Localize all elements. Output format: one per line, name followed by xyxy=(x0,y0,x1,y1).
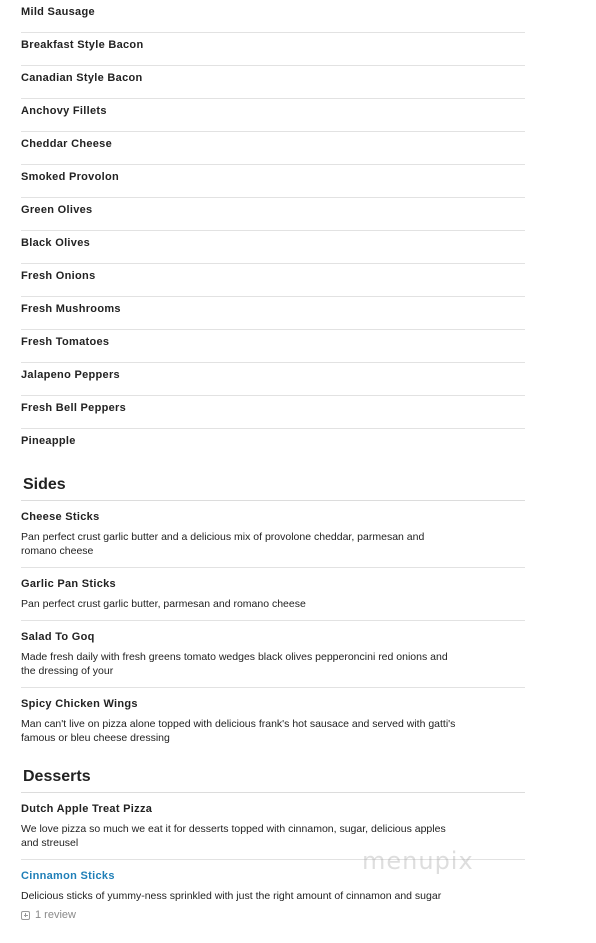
sides-section xyxy=(21,462,525,754)
topping-item: Fresh Tomatoes xyxy=(21,330,525,363)
toppings-list xyxy=(21,0,525,462)
topping-item: Breakfast Style Bacon xyxy=(21,33,525,66)
review-count: 1 review xyxy=(35,909,76,921)
topping-item: Black Olives xyxy=(21,231,525,264)
dish-item xyxy=(21,860,525,931)
topping-item: Smoked Provolon xyxy=(21,165,525,198)
topping-item: Fresh Bell Peppers xyxy=(21,396,525,429)
topping-item: Mild Sausage xyxy=(21,0,525,33)
dish-name: Cheese Sticks xyxy=(21,511,100,523)
dish-item xyxy=(21,621,525,688)
desserts-section xyxy=(21,754,525,931)
dish-name: Garlic Pan Sticks xyxy=(21,578,116,590)
dish-name: Salad To Goq xyxy=(21,631,95,643)
topping-item: Jalapeno Peppers xyxy=(21,363,525,396)
dish-item xyxy=(21,688,525,754)
menu-list xyxy=(21,0,525,931)
dish-name-link[interactable]: Cinnamon Sticks xyxy=(21,870,115,882)
dish-description: We love pizza so much we eat it for desserts topped with cinnamon, sugar, delicious apples and streusel xyxy=(21,823,446,849)
dish-item xyxy=(21,568,525,621)
dish-name: Dutch Apple Treat Pizza xyxy=(21,803,153,815)
topping-item: Cheddar Cheese xyxy=(21,132,525,165)
sides-heading: Sides xyxy=(21,462,525,501)
dish-description: Pan perfect crust garlic butter, parmesan and romano cheese xyxy=(21,598,306,610)
dish-item xyxy=(21,793,525,860)
plus-square-icon xyxy=(21,911,30,920)
dish-name: Spicy Chicken Wings xyxy=(21,698,138,710)
dish-item xyxy=(21,501,525,568)
dish-description: Delicious sticks of yummy-ness sprinkled with just the right amount of cinnamon and sugar xyxy=(21,890,442,902)
watermark-logo: menupix xyxy=(362,847,474,875)
dish-description: Made fresh daily with fresh greens tomato wedges black olives pepperoncini red onions and the dressing of your xyxy=(21,651,448,677)
review-link[interactable] xyxy=(21,908,525,922)
topping-item: Canadian Style Bacon xyxy=(21,66,525,99)
topping-item: Fresh Onions xyxy=(21,264,525,297)
topping-item: Green Olives xyxy=(21,198,525,231)
desserts-heading: Desserts xyxy=(21,754,525,793)
topping-item: Pineapple xyxy=(21,435,76,447)
topping-item: Fresh Mushrooms xyxy=(21,297,525,330)
dish-description: Pan perfect crust garlic butter and a delicious mix of provolone cheddar, parmesan and romano cheese xyxy=(21,531,425,557)
topping-item: Anchovy Fillets xyxy=(21,99,525,132)
dish-description: Man can't live on pizza alone topped with delicious frank's hot sausace and served with gatti's famous or bleu cheese dressing xyxy=(21,718,456,744)
